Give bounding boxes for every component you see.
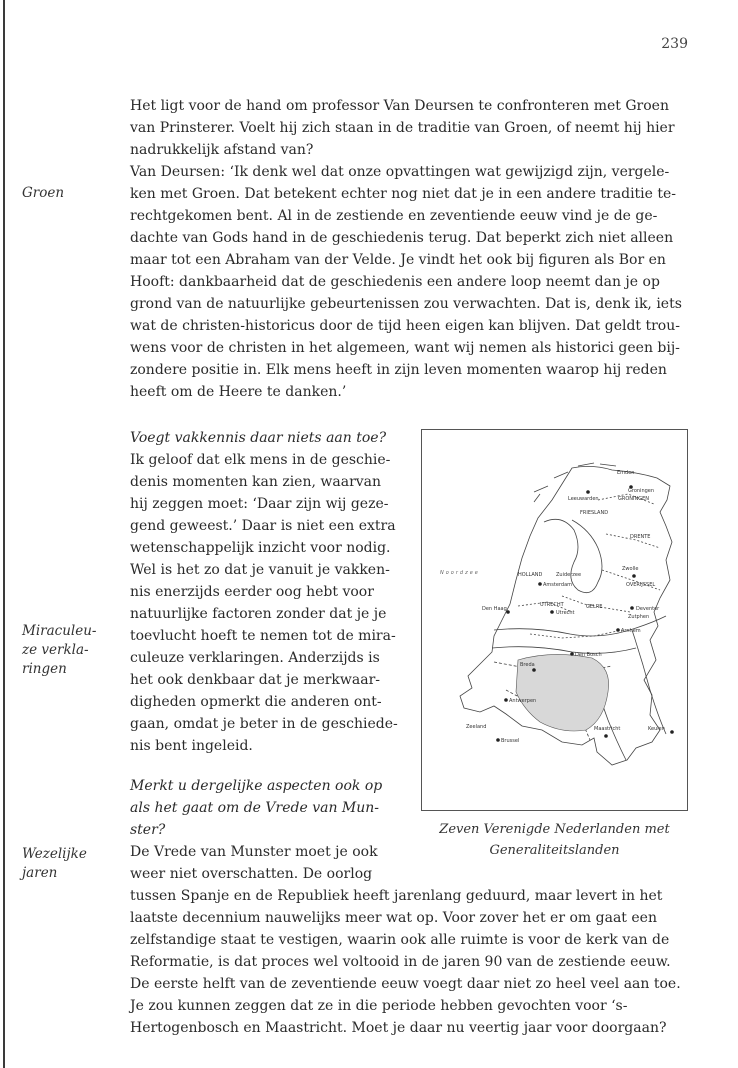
section2-line: nis enerzijds eerder oog hebt voor: [130, 584, 374, 600]
map-label-groningen: GRONINGEN: [618, 496, 650, 502]
margin-note-line: Miraculeu-: [22, 623, 97, 639]
map-label-emden: Emden: [617, 470, 635, 476]
map-label-den-haag: Den Haag: [482, 606, 507, 612]
section2-line: natuurlijke factoren zonder dat je je: [130, 606, 387, 622]
section3-question-line: ster?: [130, 822, 166, 838]
section2-line: toevlucht hoeft te nemen tot de mira-: [130, 628, 396, 644]
map-caption-line: Generaliteitslanden: [489, 843, 620, 858]
map-label-zeeland: Zeeland: [466, 724, 487, 730]
intro-answer-line: dachte van Gods hand in de geschiedenis terug. Dat beperkt zich niet alleen: [130, 230, 674, 246]
netherlands-map: [422, 430, 687, 810]
map-label-den-bosch: Den Bosch: [575, 652, 602, 658]
section3-line: zelfstandige staat te vestigen, waarin ook alle ruimte is voor de kerk van de: [130, 932, 670, 948]
city-dot-deventer: [630, 606, 634, 610]
section2-line: digheden opmerkt die anderen ont-: [130, 694, 382, 710]
margin-note-line: Wezelijke: [22, 846, 87, 862]
margin-note-miraculeuze: [22, 622, 96, 679]
city-dot-zwolle: [632, 574, 636, 578]
map-label-gelre: GELRE: [586, 604, 603, 610]
section3-question-line: Merkt u dergelijke aspecten ook op: [130, 778, 383, 794]
map-caption-line: Zeven Verenigde Nederlanden met: [439, 822, 670, 837]
map-figure: [421, 429, 688, 811]
map-label-overijssel: OVERIJSSEL: [626, 582, 656, 588]
map-label-groningen-city: Groningen: [628, 488, 655, 494]
city-dot-arnhem: [616, 628, 620, 632]
intro-answer-line: rechtgekomen bent. Al in de zestiende en zeventiende eeuw vind je de ge-: [130, 208, 658, 224]
section2-line: culeuze verklaringen. Anderzijds is: [130, 650, 380, 666]
map-label-zutphen: Zutphen: [628, 614, 650, 620]
map-label-zuiderzee: Zuiderzee: [556, 572, 582, 578]
section2-question: Voegt vakkennis daar niets aan toe?: [130, 430, 387, 446]
map-label-leeuwarden: Leeuwarden: [568, 496, 599, 502]
intro-block: [130, 95, 698, 403]
city-dot-brussel: [496, 738, 500, 742]
section2-line: wetenschappelijk inzicht voor nodig.: [130, 540, 391, 556]
margin-note-line: ze verkla-: [22, 642, 89, 658]
margin-note-line: jaren: [22, 865, 58, 881]
section2-line: gend geweest.’ Daar is niet een extra: [130, 518, 396, 534]
intro-question-line: van Prinsterer. Voelt hij zich staan in de traditie van Groen, of neemt hij hier: [130, 120, 675, 136]
section2-line: nis bent ingeleid.: [130, 738, 253, 754]
map-label-breda: Breda: [520, 662, 535, 668]
map-label-arnhem: Arnhem: [621, 628, 641, 634]
section3-line: Hertogenbosch en Maastricht. Moet je daar nu veertig jaar voor doorgaan?: [130, 1020, 667, 1036]
city-dot-keulen: [670, 730, 674, 734]
section2-line: hij zeggen moet: ‘Daar zijn wij geze-: [130, 496, 389, 512]
section3-line: De Vrede van Munster moet je ook: [130, 844, 378, 860]
section2-line: het ook denkbaar dat je merkwaar-: [130, 672, 381, 688]
map-label-drente: DRENTE: [630, 534, 651, 540]
intro-question-line: Het ligt voor de hand om professor Van Deursen te confronteren met Groen: [130, 98, 669, 114]
river: [492, 647, 636, 654]
section3-line: tussen Spanje en de Republiek heeft jarenlang geduurd, maar levert in het: [130, 888, 663, 904]
section3-narrow-block: [130, 775, 400, 885]
city-dot-leeuwarden: [586, 490, 590, 494]
river: [632, 630, 666, 734]
section3-line: De eerste helft van de zeventiende eeuw voegt daar niet zo heel veel aan toe.: [130, 976, 681, 992]
page-number: 239: [661, 36, 688, 52]
city-dot-breda: [532, 668, 536, 672]
section3-line: Je zou kunnen zeggen dat ze in die periode hebben gevochten voor ‘s-: [130, 998, 628, 1014]
map-label-brussel: Brussel: [501, 738, 520, 744]
section3-full-block: [130, 885, 698, 1039]
intro-answer-line: Van Deursen: ‘Ik denk wel dat onze opvattingen wat gewijzigd zijn, vergele-: [130, 164, 670, 180]
section2-line: denis momenten kan zien, waarvan: [130, 474, 382, 490]
map-label-amsterdam: Amsterdam: [543, 582, 573, 588]
city-dot-antwerpen: [504, 698, 508, 702]
section2-line: Ik geloof dat elk mens in de geschie-: [130, 452, 391, 468]
section2-line: gaan, omdat je beter in de geschiede-: [130, 716, 398, 732]
city-dot-amsterdam: [538, 582, 542, 586]
city-dot-den-bosch: [570, 652, 574, 656]
map-label-zwolle: Zwolle: [622, 566, 639, 572]
city-dot-utrecht: [550, 610, 554, 614]
intro-answer-line: wens voor de christen in het algemeen, want wij nemen als historici geen bij-: [130, 340, 680, 356]
intro-answer-line: zondere positie in. Elk mens heeft in zijn leven momenten waarop hij reden: [130, 362, 667, 378]
intro-answer-line: wat de christen-historicus door de tijd heen eigen kan blijven. Dat geldt trou-: [130, 318, 680, 334]
map-label-noordzee: Noordzee: [440, 570, 480, 576]
section3-line: Reformatie, is dat proces wel voltooid in de jaren 90 van de zestiende eeuw.: [130, 954, 671, 970]
margin-note-wezenlijke: [22, 845, 87, 883]
map-label-friesland: FRIESLAND: [580, 510, 609, 516]
section2-block: [130, 427, 400, 757]
map-label-utrecht: UTRECHT: [540, 602, 564, 608]
page-edge-rule: [3, 0, 5, 1068]
map-label-maastricht: Maastricht: [594, 726, 621, 732]
map-label-deventer: Deventer: [636, 606, 660, 612]
intro-answer-line: heeft om de Heere te danken.’: [130, 384, 347, 400]
map-caption: [421, 819, 688, 861]
section3-line: weer niet overschatten. De oorlog: [130, 866, 373, 882]
intro-question-line: nadrukkelijk afstand van?: [130, 142, 314, 158]
map-label-keulen: Keulen: [648, 726, 665, 732]
intro-answer-line: maar tot een Abraham van der Velde. Je vindt het ook bij figuren als Bor en: [130, 252, 666, 268]
margin-note-line: ringen: [22, 661, 67, 677]
map-label-utrecht-city: Utrecht: [556, 610, 575, 616]
map-label-antwerpen: Antwerpen: [509, 698, 537, 704]
map-label-holland: HOLLAND: [518, 572, 543, 578]
intro-answer-line: grond van de natuurlijke gebeurtenissen zou verwachten. Dat is, denk ik, iets: [130, 296, 682, 312]
section3-line: laatste decennium nauwelijks meer wat op. Voor zover het er om gaat een: [130, 910, 657, 926]
section3-question-line: als het gaat om de Vrede van Mun-: [130, 800, 380, 816]
section2-line: Wel is het zo dat je vanuit je vakken-: [130, 562, 390, 578]
city-dot-maastricht: [604, 734, 608, 738]
intro-answer-line: ken met Groen. Dat betekent echter nog niet dat je in een andere traditie te-: [130, 186, 677, 202]
intro-answer-line: Hooft: dankbaarheid dat de geschiedenis een andere loop neemt dan je op: [130, 274, 660, 290]
margin-note-groen: Groen: [22, 185, 65, 201]
